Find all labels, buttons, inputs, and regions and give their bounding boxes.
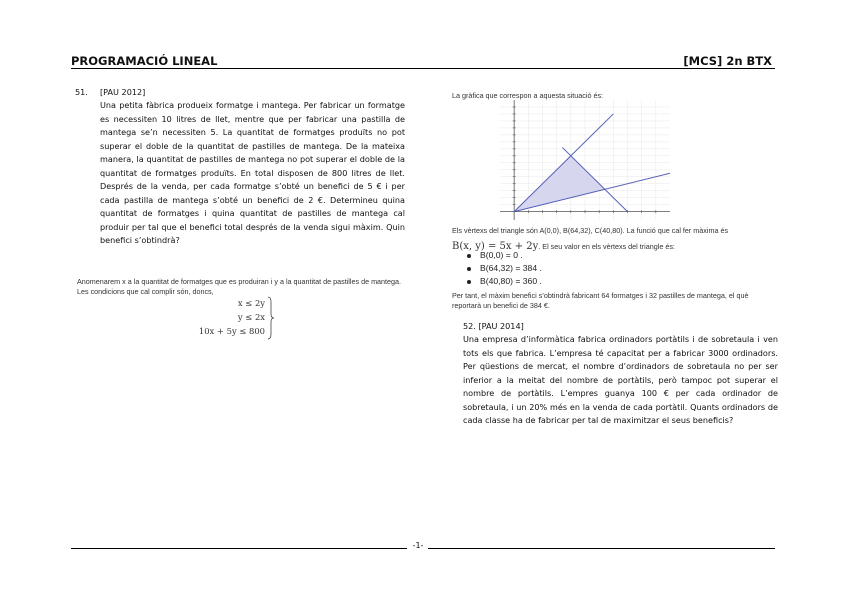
value-item: B(0,0) = 0 . bbox=[467, 250, 523, 260]
constraint-2: y ≤ 2x bbox=[237, 312, 265, 322]
vertices-text: Els vèrtexs del triangle són A(0,0), B(64,32), C(40,80). La funció que cal fer màxima és bbox=[452, 226, 729, 235]
page-number: -1- bbox=[412, 541, 424, 550]
constraint-brace bbox=[266, 296, 276, 340]
graph-caption: La gràfica que correspon a aquesta situació és: bbox=[452, 91, 604, 100]
conclusion-text: Per tant, el màxim benefici s’obtindrà fabricant 64 formatges i 32 pastilles de mantega, el què reportarà un benefici de 384 €. bbox=[452, 291, 749, 310]
bullet-icon bbox=[467, 267, 471, 271]
value-item: B(40,80) = 360 . bbox=[467, 276, 542, 286]
value-item: B(64,32) = 384 . bbox=[467, 263, 542, 273]
objective-tail: . El seu valor en els vèrtexs del triangle és: bbox=[538, 242, 675, 251]
bullet-icon bbox=[467, 280, 471, 284]
constraint-system bbox=[190, 296, 265, 338]
header-title: PROGRAMACIÓ LINEAL bbox=[71, 54, 218, 68]
problem-51-solution-intro: Anomenarem x a la quantitat de formatges que es produiran i y a la quantitat de pastilles de mantega. Les condicions que cal complir són, doncs, bbox=[77, 277, 402, 296]
problem-51-tag: [PAU 2012] bbox=[100, 87, 146, 97]
constraint-3: 10x + 5y ≤ 800 bbox=[198, 326, 265, 336]
problem-51-number: 51. bbox=[75, 87, 88, 97]
problem-51-statement: Una petita fàbrica produeix formatge i mantega. Per fabricar un formatge es necessiten 10 litres de llet, mentre que per fabricar una pastilla de mantega se’n necessiten 5. La quantitat de formatges produïts no pot superar el doble de la quantitat de pastilles de mantega. De la mateixa manera, la quantitat de pastilles de mantega no pot superar el doble de la quantitat de formatges produïts. En total disposen de 800 litres de llet. Després de la venda, per cada formatge s’obté un benefici de 5 € i per cada pastilla de mantega s’obté un benefici de 2 €. Determineu quina quantitat de formatges i quina quantitat de pastilles de mantega cal produir per tal que el benefici total després de la venda sigui màxim. Quin benefici s’obtindrà? bbox=[100, 100, 405, 245]
problem-52-statement: Una empresa d’informàtica fabrica ordinadors portàtils i de sobretaula i ven tots els que fabrica. L’empresa té capacitat per a fabricar 3000 ordinadors. Per qüestions de mercat, el nombre d’ordinadors de sobretaula no per ser inferior a la meitat del nombre de portàtils, però tampoc pot superar el nombre de portàtils. L’empres guanya 100 € per cada ordinador de sobretaula, i un 20% més en la venda de cada portàtil. Quants ordinadors de cada classe ha de fabricar per tal de maximitzar el seus beneficis? bbox=[463, 334, 778, 425]
bullet-icon bbox=[467, 254, 471, 258]
problem-52-label: 52. [PAU 2014] bbox=[463, 321, 524, 331]
footer-rule-right bbox=[428, 548, 775, 549]
constraint-1: x ≤ 2y bbox=[237, 298, 265, 308]
objective-function: B(x, y) = 5x + 2y bbox=[452, 241, 539, 252]
header-course: [MCS] 2n BTX bbox=[683, 54, 772, 68]
feasible-region-chart bbox=[500, 100, 670, 220]
footer-rule-left bbox=[71, 548, 407, 549]
header-rule bbox=[71, 68, 775, 69]
